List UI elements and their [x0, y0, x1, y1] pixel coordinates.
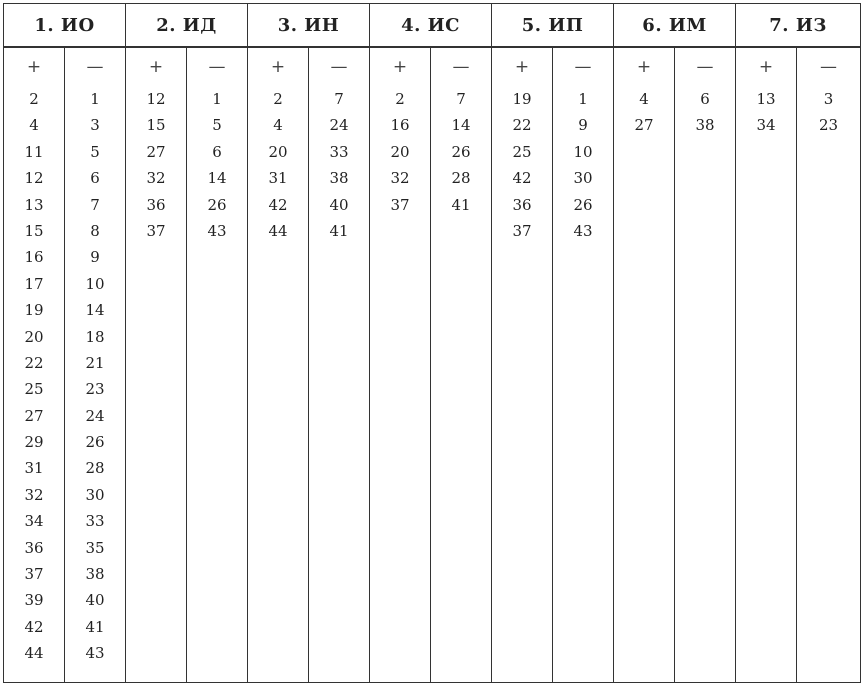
- item-number: 34: [24, 512, 44, 531]
- minus-sign: —: [696, 57, 714, 77]
- scale-title: 5. ИП: [492, 4, 614, 48]
- scale-body-row: [4, 47, 861, 683]
- item-number: 6: [90, 169, 100, 188]
- item-number: 10: [573, 142, 593, 161]
- plus-sign: +: [392, 57, 408, 77]
- plus-column: [248, 47, 309, 683]
- item-number: 22: [24, 353, 44, 372]
- scale-title: 4. ИС: [370, 4, 492, 48]
- item-number: 28: [451, 169, 471, 188]
- item-number: 41: [329, 221, 349, 240]
- item-number: 30: [573, 169, 593, 188]
- item-number: 41: [85, 617, 105, 636]
- item-number: 37: [24, 565, 44, 584]
- minus-sign: —: [208, 57, 226, 77]
- item-number: 9: [90, 248, 100, 267]
- item-number: 23: [819, 116, 839, 135]
- item-number: 3: [90, 116, 100, 135]
- minus-column: [797, 47, 861, 683]
- item-number: 18: [85, 327, 105, 346]
- item-number-list: [675, 86, 735, 139]
- minus-sign: —: [330, 57, 348, 77]
- item-number: 27: [634, 116, 654, 135]
- item-number: 37: [512, 221, 532, 240]
- plus-sign: +: [636, 57, 652, 77]
- plus-sign: +: [514, 57, 530, 77]
- item-number-list: [614, 86, 674, 139]
- item-number: 27: [24, 406, 44, 425]
- item-number: 32: [390, 169, 410, 188]
- item-number: 44: [268, 221, 288, 240]
- item-number: 25: [24, 380, 44, 399]
- item-number: 34: [756, 116, 776, 135]
- item-number: 36: [146, 195, 166, 214]
- item-number: 12: [146, 90, 166, 108]
- minus-column: [309, 47, 370, 683]
- plus-column: [126, 47, 187, 683]
- item-number: 24: [329, 116, 349, 135]
- item-number: 37: [146, 221, 166, 240]
- item-number: 1: [90, 90, 100, 108]
- item-number: 33: [85, 512, 105, 531]
- minus-sign: —: [574, 57, 592, 77]
- item-number: 27: [146, 142, 166, 161]
- item-number: 12: [24, 169, 44, 188]
- item-number: 15: [24, 221, 44, 240]
- item-number-list: [736, 86, 796, 139]
- item-number: 42: [512, 169, 532, 188]
- item-number: 6: [700, 90, 710, 108]
- item-number: 14: [85, 301, 105, 320]
- item-number: 23: [85, 380, 105, 399]
- item-number: 20: [268, 142, 288, 161]
- minus-sign: —: [452, 57, 470, 77]
- item-number: 44: [24, 644, 44, 663]
- item-number: 10: [85, 274, 105, 293]
- item-number: 26: [451, 142, 471, 161]
- minus-sign: —: [86, 57, 104, 77]
- item-number: 43: [85, 644, 105, 663]
- minus-column: [675, 47, 736, 683]
- plus-sign: +: [270, 57, 286, 77]
- item-number: 38: [85, 565, 105, 584]
- scale-title: 1. ИО: [4, 4, 126, 48]
- item-number: 13: [756, 90, 776, 108]
- scale-header-row: [4, 4, 861, 48]
- minus-column: [187, 47, 248, 683]
- scale-title: 6. ИМ: [614, 4, 736, 48]
- item-number: 6: [212, 142, 222, 161]
- item-number-list: [492, 86, 552, 244]
- item-number: 26: [207, 195, 227, 214]
- item-number: 21: [85, 353, 105, 372]
- item-number: 43: [207, 221, 227, 240]
- plus-column: [4, 47, 65, 683]
- item-number: 3: [823, 90, 834, 108]
- item-number: 13: [24, 195, 44, 214]
- scale-title: 3. ИН: [248, 4, 370, 48]
- item-number: 15: [146, 116, 166, 135]
- item-number: 31: [268, 169, 288, 188]
- item-number: 28: [85, 459, 105, 478]
- item-number-list: [553, 86, 613, 244]
- item-number: 22: [512, 116, 532, 135]
- item-number-list: [65, 86, 125, 667]
- item-number: 2: [29, 90, 39, 108]
- item-number: 7: [334, 90, 344, 108]
- item-number: 20: [24, 327, 44, 346]
- plus-column: [370, 47, 431, 683]
- item-number-list: [4, 86, 64, 667]
- item-number: 42: [24, 617, 44, 636]
- item-number: 2: [395, 90, 405, 108]
- item-number-list: [370, 86, 430, 218]
- item-number: 31: [24, 459, 44, 478]
- item-number: 33: [329, 142, 349, 161]
- item-number-list: [126, 86, 186, 244]
- minus-column: [431, 47, 492, 683]
- item-number: 26: [85, 433, 105, 452]
- item-number: 35: [85, 538, 105, 557]
- item-number: 19: [24, 301, 44, 320]
- item-number: 41: [451, 195, 471, 214]
- plus-column: [492, 47, 553, 683]
- item-number: 32: [24, 485, 44, 504]
- item-number-list: [431, 86, 491, 218]
- item-number: 19: [512, 90, 532, 108]
- scale-title: 2. ИД: [126, 4, 248, 48]
- item-number: 36: [512, 195, 532, 214]
- item-number: 26: [573, 195, 593, 214]
- plus-sign: +: [148, 57, 164, 77]
- item-number: 11: [24, 142, 44, 161]
- item-number: 4: [273, 116, 283, 135]
- item-number: 16: [390, 116, 410, 135]
- item-number: 8: [90, 221, 100, 240]
- plus-sign: +: [26, 57, 42, 77]
- item-number: 7: [90, 195, 100, 214]
- item-number: 4: [29, 116, 39, 135]
- item-number-list: [248, 86, 308, 244]
- item-number-list: [187, 86, 247, 244]
- item-number: 14: [451, 116, 471, 135]
- item-number: 1: [578, 90, 588, 108]
- item-number: 38: [695, 116, 715, 135]
- item-number: 39: [24, 591, 44, 610]
- item-number-list: [309, 86, 369, 244]
- item-number: 36: [24, 538, 44, 557]
- item-number: 17: [24, 274, 44, 293]
- item-number: 40: [85, 591, 105, 610]
- item-number: 16: [24, 248, 44, 267]
- item-number: 30: [85, 485, 105, 504]
- item-number: 5: [90, 142, 100, 161]
- minus-column: [553, 47, 614, 683]
- scale-title: 7. ИЗ: [736, 4, 861, 48]
- item-number: 32: [146, 169, 166, 188]
- scoring-key-table: [3, 3, 861, 683]
- item-number: 7: [456, 90, 466, 108]
- item-number-list: [797, 86, 860, 139]
- item-number: 29: [24, 433, 44, 452]
- item-number: 1: [212, 90, 222, 108]
- plus-column: [614, 47, 675, 683]
- plus-sign: +: [758, 57, 774, 77]
- item-number: 14: [207, 169, 227, 188]
- minus-sign: —: [820, 57, 838, 77]
- item-number: 42: [268, 195, 288, 214]
- item-number: 9: [578, 116, 588, 135]
- item-number: 25: [512, 142, 532, 161]
- plus-column: [736, 47, 797, 683]
- item-number: 38: [329, 169, 349, 188]
- minus-column: [65, 47, 126, 683]
- item-number: 43: [573, 221, 593, 240]
- item-number: 37: [390, 195, 410, 214]
- item-number: 24: [85, 406, 105, 425]
- item-number: 5: [212, 116, 222, 135]
- item-number: 4: [639, 90, 649, 108]
- item-number: 20: [390, 142, 410, 161]
- item-number: 40: [329, 195, 349, 214]
- item-number: 2: [273, 90, 283, 108]
